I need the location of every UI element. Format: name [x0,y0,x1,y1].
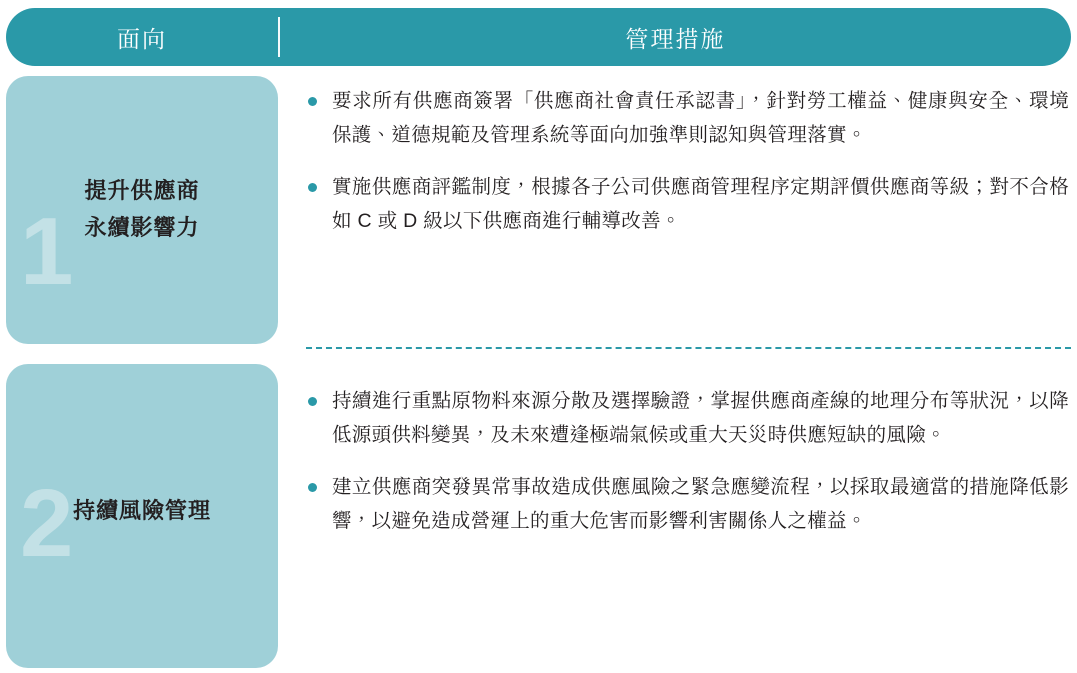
measures-list-1 [306,84,1069,239]
list-item [306,170,1069,238]
table-row [6,76,1071,344]
header-aspect-label: 面向 [117,25,167,52]
aspect-cell-2 [6,364,278,668]
measure-text: 建立供應商突發異常事故造成供應風險之緊急應變流程，以採取最適當的措施降低影響，以避免造成營運上的重大危害而影響利害關係人之權益。 [332,476,1069,533]
aspect-number-2: 2 [20,470,74,577]
aspect-number-1: 1 [20,198,74,305]
aspect-label-1 [6,172,278,247]
measure-text: 持續進行重點原物料來源分散及選擇驗證，掌握供應商產線的地理分布等狀況，以降低源頭供料變異，及未來遭逢極端氣候或重大天災時供應短缺的風險。 [332,390,1069,447]
list-item [306,84,1069,152]
measure-text: 要求所有供應商簽署「供應商社會責任承認書」，針對勞工權益、健康與安全、環境保護、道德規範及管理系統等面向加強準則認知與管理落實。 [332,90,1069,147]
aspect-label-2-line1: 持續風險管理 [72,498,211,523]
bullet-icon [308,483,317,492]
table-header [6,8,1071,66]
list-item [306,384,1069,452]
list-item [306,470,1069,538]
measure-text: 實施供應商評鑑制度，根據各子公司供應商管理程序定期評價供應商等級；對不合格如 C 或 D 級以下供應商進行輔導改善。 [332,176,1069,233]
table-row [6,364,1071,668]
bullet-icon [308,183,317,192]
measures-cell-2 [278,364,1071,668]
aspect-label-1-line2: 永續影響力 [84,215,200,241]
header-divider [278,17,280,57]
aspect-label-1-line1: 提升供應商 [84,178,200,203]
table-body [6,76,1071,668]
aspect-label-2 [6,492,278,529]
header-measures-label: 管理措施 [625,25,726,52]
bullet-icon [308,397,317,406]
bullet-icon [308,97,317,106]
measures-cell-1 [278,76,1071,344]
aspect-cell-1 [6,76,278,344]
row-separator [306,347,1071,349]
measures-list-2 [306,384,1069,539]
